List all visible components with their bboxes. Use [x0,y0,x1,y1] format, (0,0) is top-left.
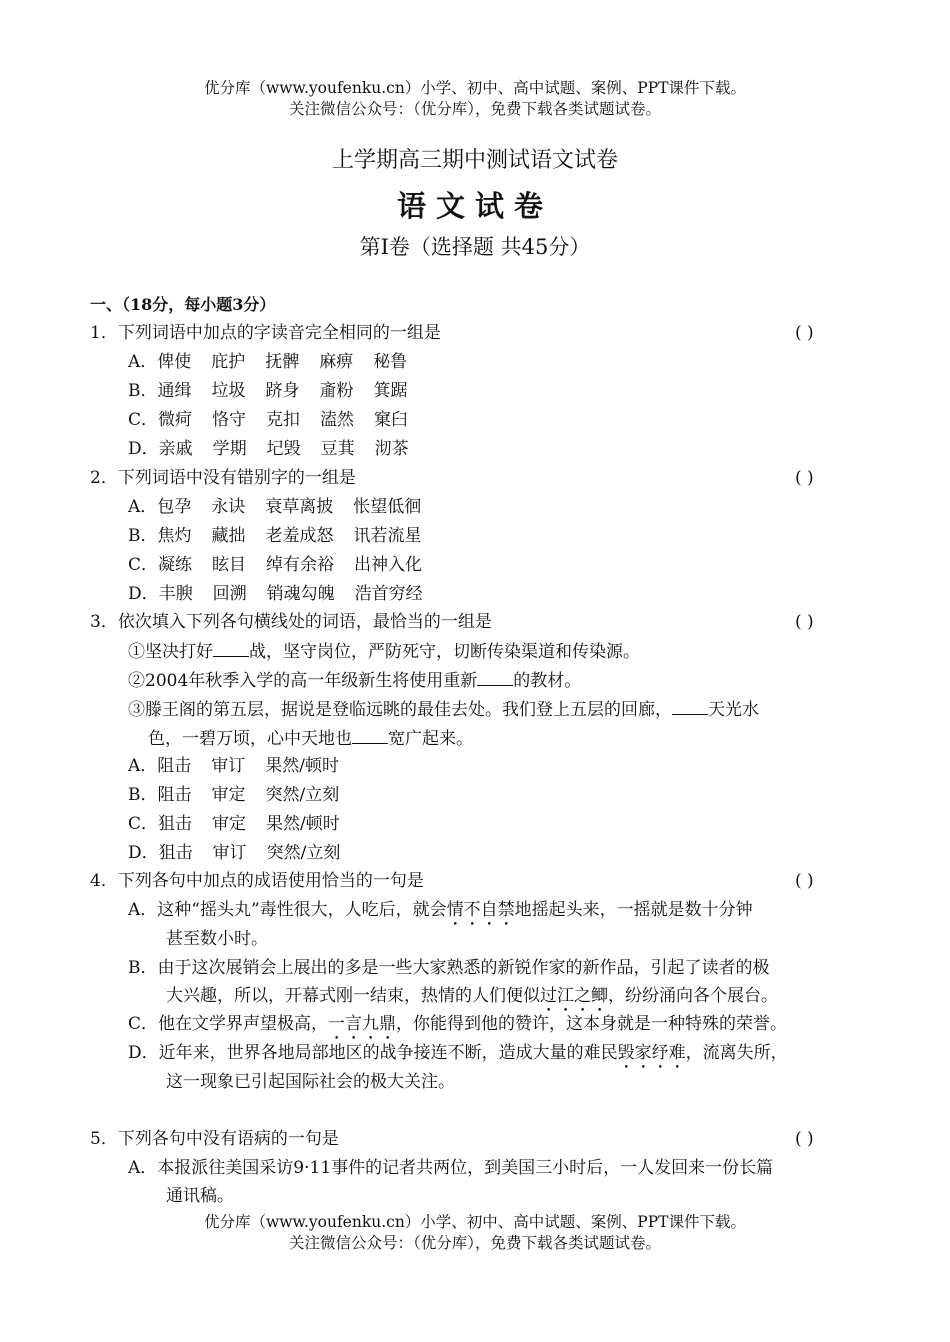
q3-sentence-2: ②2004年秋季入学的高一年级新生将使用重新 的教材。 [128,671,582,691]
q4-option-a-cont: 甚至数小时。 [166,929,268,949]
footer-line-1: 优分库（www.youfenku.cn）小学、初中、高中试题、案例、PPT课件下载。 [203,1213,747,1231]
q2-option-c: C．凝练 眩目 绰有余裕 出神入化 [128,555,423,575]
question-1-stem: 1．下列词语中加点的字读音完全相同的一组是 [90,323,441,343]
q3-sentence-3: ③滕王阁的第五层，据说是登临远眺的最佳去处。我们登上五层的回廊， 天光水 [128,700,759,720]
fill-blank [213,640,249,657]
answer-paren-2: ( ) [795,468,814,488]
answer-paren-1: ( ) [795,323,814,343]
option-label: C． [128,410,159,430]
section-heading: 一、（18分，每小题3分） [90,295,276,314]
q5-option-a-cont: 通讯稿。 [166,1186,234,1206]
question-2-stem: 2．下列词语中没有错别字的一组是 [90,468,356,488]
part-title: 第I卷（选择题 共45分） [359,235,591,259]
option-label: D． [128,439,159,459]
answer-paren-4: ( ) [795,871,814,891]
q1-option-b: B．通缉 垃圾 跻身 齑粉 箕踞 [128,381,408,401]
q2-option-d: D．丰腴 回溯 销魂勾魄 浩首穷经 [128,584,423,604]
header-line-2: 关注微信公众号：（优分库），免费下载各类试题试卷。 [288,100,661,118]
q3-option-b: B．阻击 审定 突然/立刻 [128,785,340,805]
q4-option-b: B．由于这次展销会上展出的多是一些大家熟悉的新锐作家的新作品，引起了读者的极 [128,958,770,978]
question-5-stem: 5．下列各句中没有语病的一句是 [90,1129,339,1149]
q4-option-b-cont: 大兴趣，所以，开幕式刚一结束，热情的人们便似过江之鲫，纷纷涌向各个展台。 [166,986,778,1006]
fill-blank [672,698,708,715]
fill-blank [477,669,513,686]
footer-line-2: 关注微信公众号：（优分库），免费下载各类试题试卷。 [288,1234,661,1252]
q2-option-b: B．焦灼 藏拙 老羞成怒 讯若流星 [128,526,422,546]
q3-sentence-3-cont: 色，一碧万顷，心中天地也 宽广起来。 [148,729,473,749]
q2-option-a: A．包孕 永诀 衰草离披 怅望低徊 [128,497,422,517]
q1-option-a: A．俾使 庇护 抚髀 麻痹 秘鲁 [128,352,408,372]
q3-sentence-1: ①坚决打好 战，坚守岗位，严防死守，切断传染渠道和传染源。 [128,642,640,662]
q1-option-d: D．亲戚 学期 圮毁 豆萁 沏茶 [128,439,409,459]
option-label: B． [128,381,158,401]
q3-option-c: C．狙击 审定 果然/顿时 [128,814,340,834]
exam-title: 上学期高三期中测试语文试卷 [331,148,618,173]
q3-option-a: A．阻击 审订 果然/顿时 [128,756,340,776]
q4-option-d: D．近年来，世界各地局部地区的战争接连不断，造成大量的难民毁家纾难，流离失所， [128,1043,788,1063]
answer-paren-3: ( ) [795,612,814,632]
question-3-stem: 3．依次填入下列各句横线处的词语，最恰当的一组是 [90,612,492,632]
q4-option-c: C．他在文学界声望极高，一言九鼎，你能得到他的赞许，这本身就是一种特殊的荣誉。 [128,1014,788,1034]
paper-title: 语文试卷 [396,189,553,223]
option-label: A． [128,352,158,372]
q4-option-d-cont: 这一现象已引起国际社会的极大关注。 [166,1072,455,1092]
q5-option-a: A．本报派往美国采访9·11事件的记者共两位，到美国三小时后，一人发回来一份长篇 [128,1158,774,1178]
fill-blank [352,727,388,744]
header-line-1: 优分库（www.youfenku.cn）小学、初中、高中试题、案例、PPT课件下载。 [203,79,747,97]
answer-paren-5: ( ) [795,1129,814,1149]
question-4-stem: 4．下列各句中加点的成语使用恰当的一句是 [90,871,424,891]
q1-option-c: C．微疴 恪守 克扣 溘然 窠臼 [128,410,409,430]
q4-option-a: A．这种“摇头丸”毒性很大，人吃后，就会情不自禁地摇起头来，一摇就是数十分钟 [128,900,753,920]
q3-option-d: D．狙击 审订 突然/立刻 [128,843,341,863]
